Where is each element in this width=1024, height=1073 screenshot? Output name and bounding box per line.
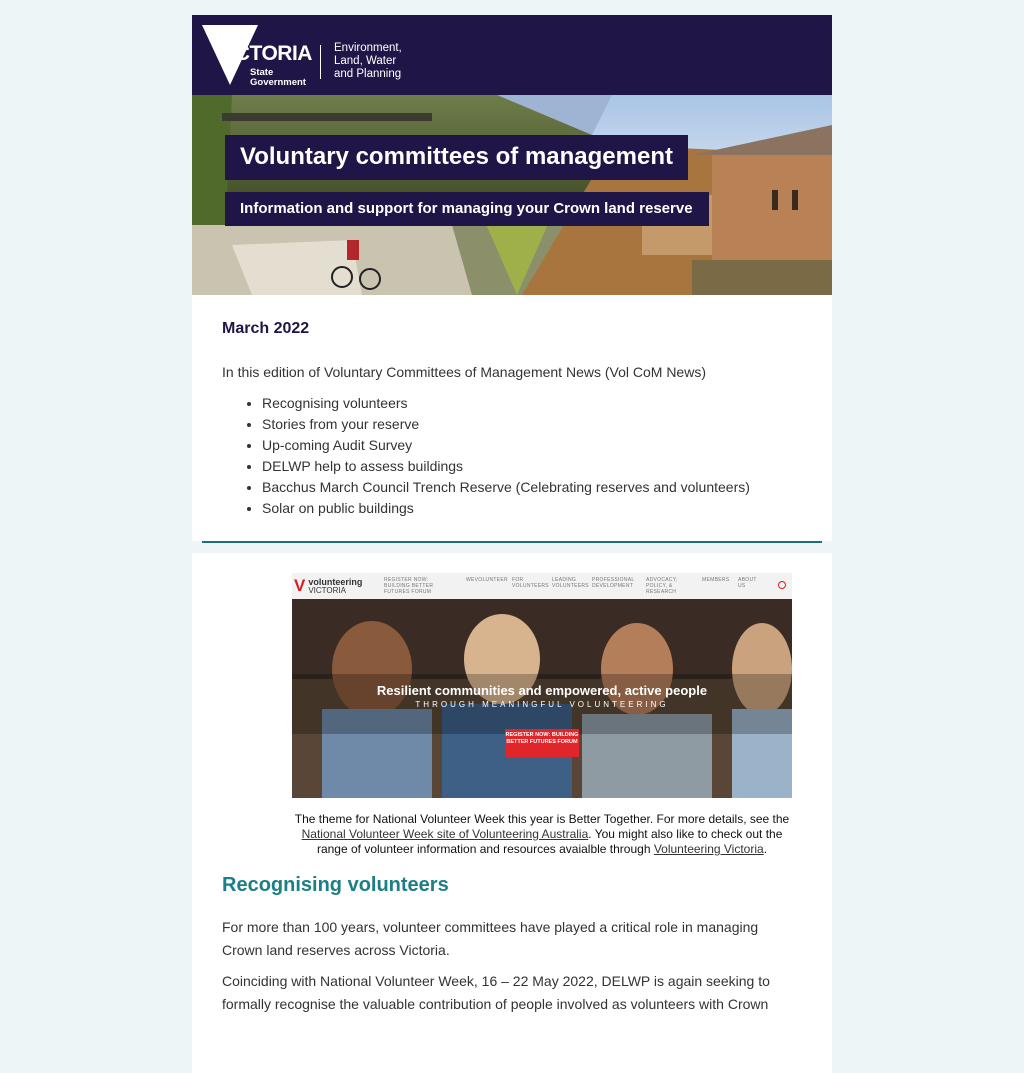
logo-sub-line: Government: [250, 77, 306, 88]
volunteering-victoria-link[interactable]: Volunteering Victoria: [653, 842, 764, 856]
site-nav-item: REGISTER NOW: BUILDING BETTER FUTURES FORUM: [384, 577, 434, 595]
topic-item: • Bacchus March Council Trench Reserve (Celebrating reserves and volunteers): [262, 477, 802, 498]
logo-word1: volunteering: [308, 576, 363, 587]
edition-section: [192, 295, 832, 541]
caption-text: . You might also like to check out the range of volunteer information and resources avaialble through: [316, 827, 783, 856]
v-logo-icon: V: [294, 576, 306, 595]
volunteering-site-screenshot[interactable]: [292, 573, 792, 798]
site-nav-item: LEADING VOLUNTEERS: [552, 577, 589, 589]
topic-item: • Stories from your reserve: [262, 414, 802, 435]
site-nav-item: WEVOLUNTEER: [466, 577, 508, 583]
article-paragraph: For more than 100 years, volunteer committees have played a critical role in managing Crown land reserves across Victoria.: [222, 919, 759, 958]
topic-item: • Solar on public buildings: [262, 498, 802, 519]
caption-text: The theme for National Volunteer Week this year is Better Together. For more details, see the: [294, 812, 790, 826]
volunteers-photo-art: [292, 599, 792, 798]
section-divider: [202, 541, 822, 543]
newsletter: [192, 15, 832, 1073]
volunteering-logo-text: [308, 578, 362, 595]
dept-line: Land, Water: [334, 55, 397, 67]
article-heading: Recognising volunteers: [222, 874, 449, 896]
hero-subtitle: THROUGH MEANINGFUL VOLUNTEERING: [415, 700, 669, 709]
topic-item: • Up-coming Audit Survey: [262, 435, 802, 456]
hero-title: Resilient communities and empowered, active people: [376, 683, 708, 698]
topic-list: [222, 393, 802, 519]
logo-subtitle: [250, 68, 306, 88]
site-nav: [292, 573, 792, 599]
volunteering-logo: [294, 576, 384, 596]
topic-item: • Recognising volunteers: [262, 393, 802, 414]
site-nav-item: FOR VOLUNTEERS: [512, 577, 549, 589]
department-name: [334, 42, 402, 81]
volunteers-photo: [292, 599, 792, 798]
site-nav-item: PROFESSIONAL DEVELOPMENT: [592, 577, 635, 589]
banner-image: [192, 95, 832, 295]
image-caption: [292, 812, 792, 857]
edition-intro: In this edition of Voluntary Committees of Management News (Vol CoM News): [222, 364, 706, 380]
header-bar: [192, 15, 832, 95]
victoria-logo[interactable]: [202, 25, 322, 87]
banner-subtitle: Information and support for managing your Crown land reserve: [225, 192, 709, 226]
site-nav-items: [384, 577, 766, 595]
logo-divider: [320, 45, 321, 79]
logo-word: VICTORIA: [216, 42, 312, 65]
article-section: [192, 553, 832, 1073]
banner-title: Voluntary committees of management: [225, 135, 688, 180]
register-button[interactable]: REGISTER NOW: BUILDING BETTER FUTURES FORUM: [505, 729, 579, 757]
site-nav-item: ADVOCACY, POLICY, & RESEARCH: [646, 577, 678, 595]
caption-text: .: [763, 842, 768, 856]
logo-word2: VICTORIA: [308, 585, 346, 595]
dept-line: and Planning: [334, 68, 402, 80]
dept-line: Environment,: [334, 42, 402, 54]
section-gap: [192, 541, 832, 553]
logo-sub-line: State: [250, 67, 274, 78]
article-paragraph: Coinciding with National Volunteer Week, 16 – 22 May 2022, DELWP is again seeking to formally recognise the valuable contribution of people involved as volunteers with Crown: [222, 973, 770, 1012]
search-icon: [778, 581, 786, 589]
site-nav-item: MEMBERS: [702, 577, 730, 583]
topic-item: • DELWP help to assess buildings: [262, 456, 802, 477]
volunteer-week-link[interactable]: National Volunteer Week site of Volunteering Australia: [301, 827, 589, 841]
site-nav-item: ABOUT US: [738, 577, 757, 589]
edition-date: March 2022: [222, 320, 310, 337]
